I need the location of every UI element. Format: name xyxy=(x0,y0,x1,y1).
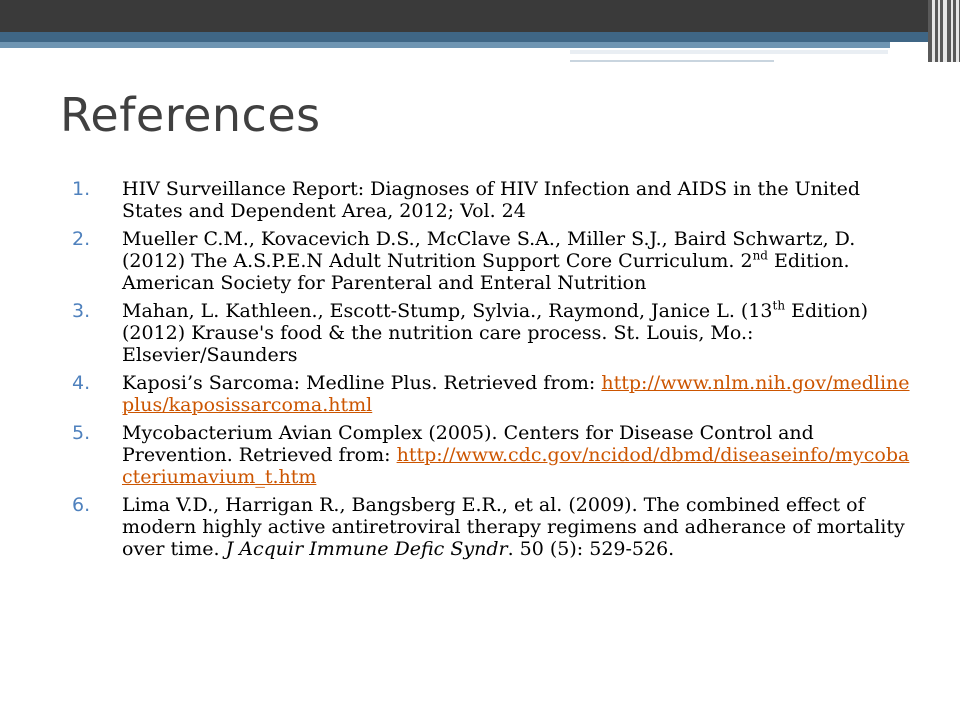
slide-title: References xyxy=(60,88,321,142)
reference-list xyxy=(72,178,912,566)
superscript: th xyxy=(772,298,786,313)
reference-number: 1. xyxy=(72,178,91,200)
reference-item xyxy=(72,422,912,488)
header-light-blue-band xyxy=(0,42,890,48)
reference-text: Mycobacterium Avian Complex (2005). Centers for Disease Control and Prevention. Retrieved from: http://www.cdc.gov/ncidod/dbmd/diseaseinfo/mycobacteriumavium_t.htm xyxy=(122,422,910,488)
reference-text: Mueller C.M., Kovacevich D.S., McClave S.A., Miller S.J., Baird Schwartz, D. (2012) The A.S.P.E.N Adult Nutrition Support Core Curriculum. 2nd Edition. American Society for Parenteral and Enteral Nutrition xyxy=(122,228,856,294)
reference-link[interactable]: http://www.nlm.nih.gov/medlineplus/kaposissarcoma.html xyxy=(122,372,910,416)
reference-text: Mahan, L. Kathleen., Escott-Stump, Sylvia., Raymond, Janice L. (13th Edition) (2012) Krause's food & the nutrition care process. St. Louis, Mo.: Elsevier/Saunders xyxy=(122,298,869,366)
reference-item xyxy=(72,228,912,294)
reference-item xyxy=(72,300,912,366)
reference-number: 4. xyxy=(72,372,91,394)
reference-text: HIV Surveillance Report: Diagnoses of HIV Infection and AIDS in the United States and Dependent Area, 2012; Vol. 24 xyxy=(122,178,861,222)
superscript: nd xyxy=(752,248,768,263)
reference-item xyxy=(72,178,912,222)
header-dark-band xyxy=(0,0,960,32)
header-blue-band xyxy=(0,32,928,42)
reference-text: Kaposi’s Sarcoma: Medline Plus. Retrieved from: http://www.nlm.nih.gov/medlineplus/kaposissarcoma.html xyxy=(122,372,910,416)
reference-number: 3. xyxy=(72,300,91,322)
header-accent-line xyxy=(570,50,888,54)
reference-number: 6. xyxy=(72,494,91,516)
reference-number: 5. xyxy=(72,422,91,444)
journal-name: J Acquir Immune Defic Syndr xyxy=(225,538,508,560)
reference-number: 2. xyxy=(72,228,91,250)
header-accent-line-thin xyxy=(570,60,774,62)
header-vertical-stripes xyxy=(928,0,960,62)
reference-item xyxy=(72,372,912,416)
reference-text: Lima V.D., Harrigan R., Bangsberg E.R., et al. (2009). The combined effect of modern highly active antiretroviral therapy regimens and adherance of mortality over time. J Acquir Immune Defic Syndr. 50 (5): 529-526. xyxy=(122,494,905,560)
slide-header-decoration xyxy=(0,0,960,62)
reference-link[interactable]: http://www.cdc.gov/ncidod/dbmd/diseaseinfo/mycobacteriumavium_t.htm xyxy=(122,444,910,488)
reference-item xyxy=(72,494,912,560)
